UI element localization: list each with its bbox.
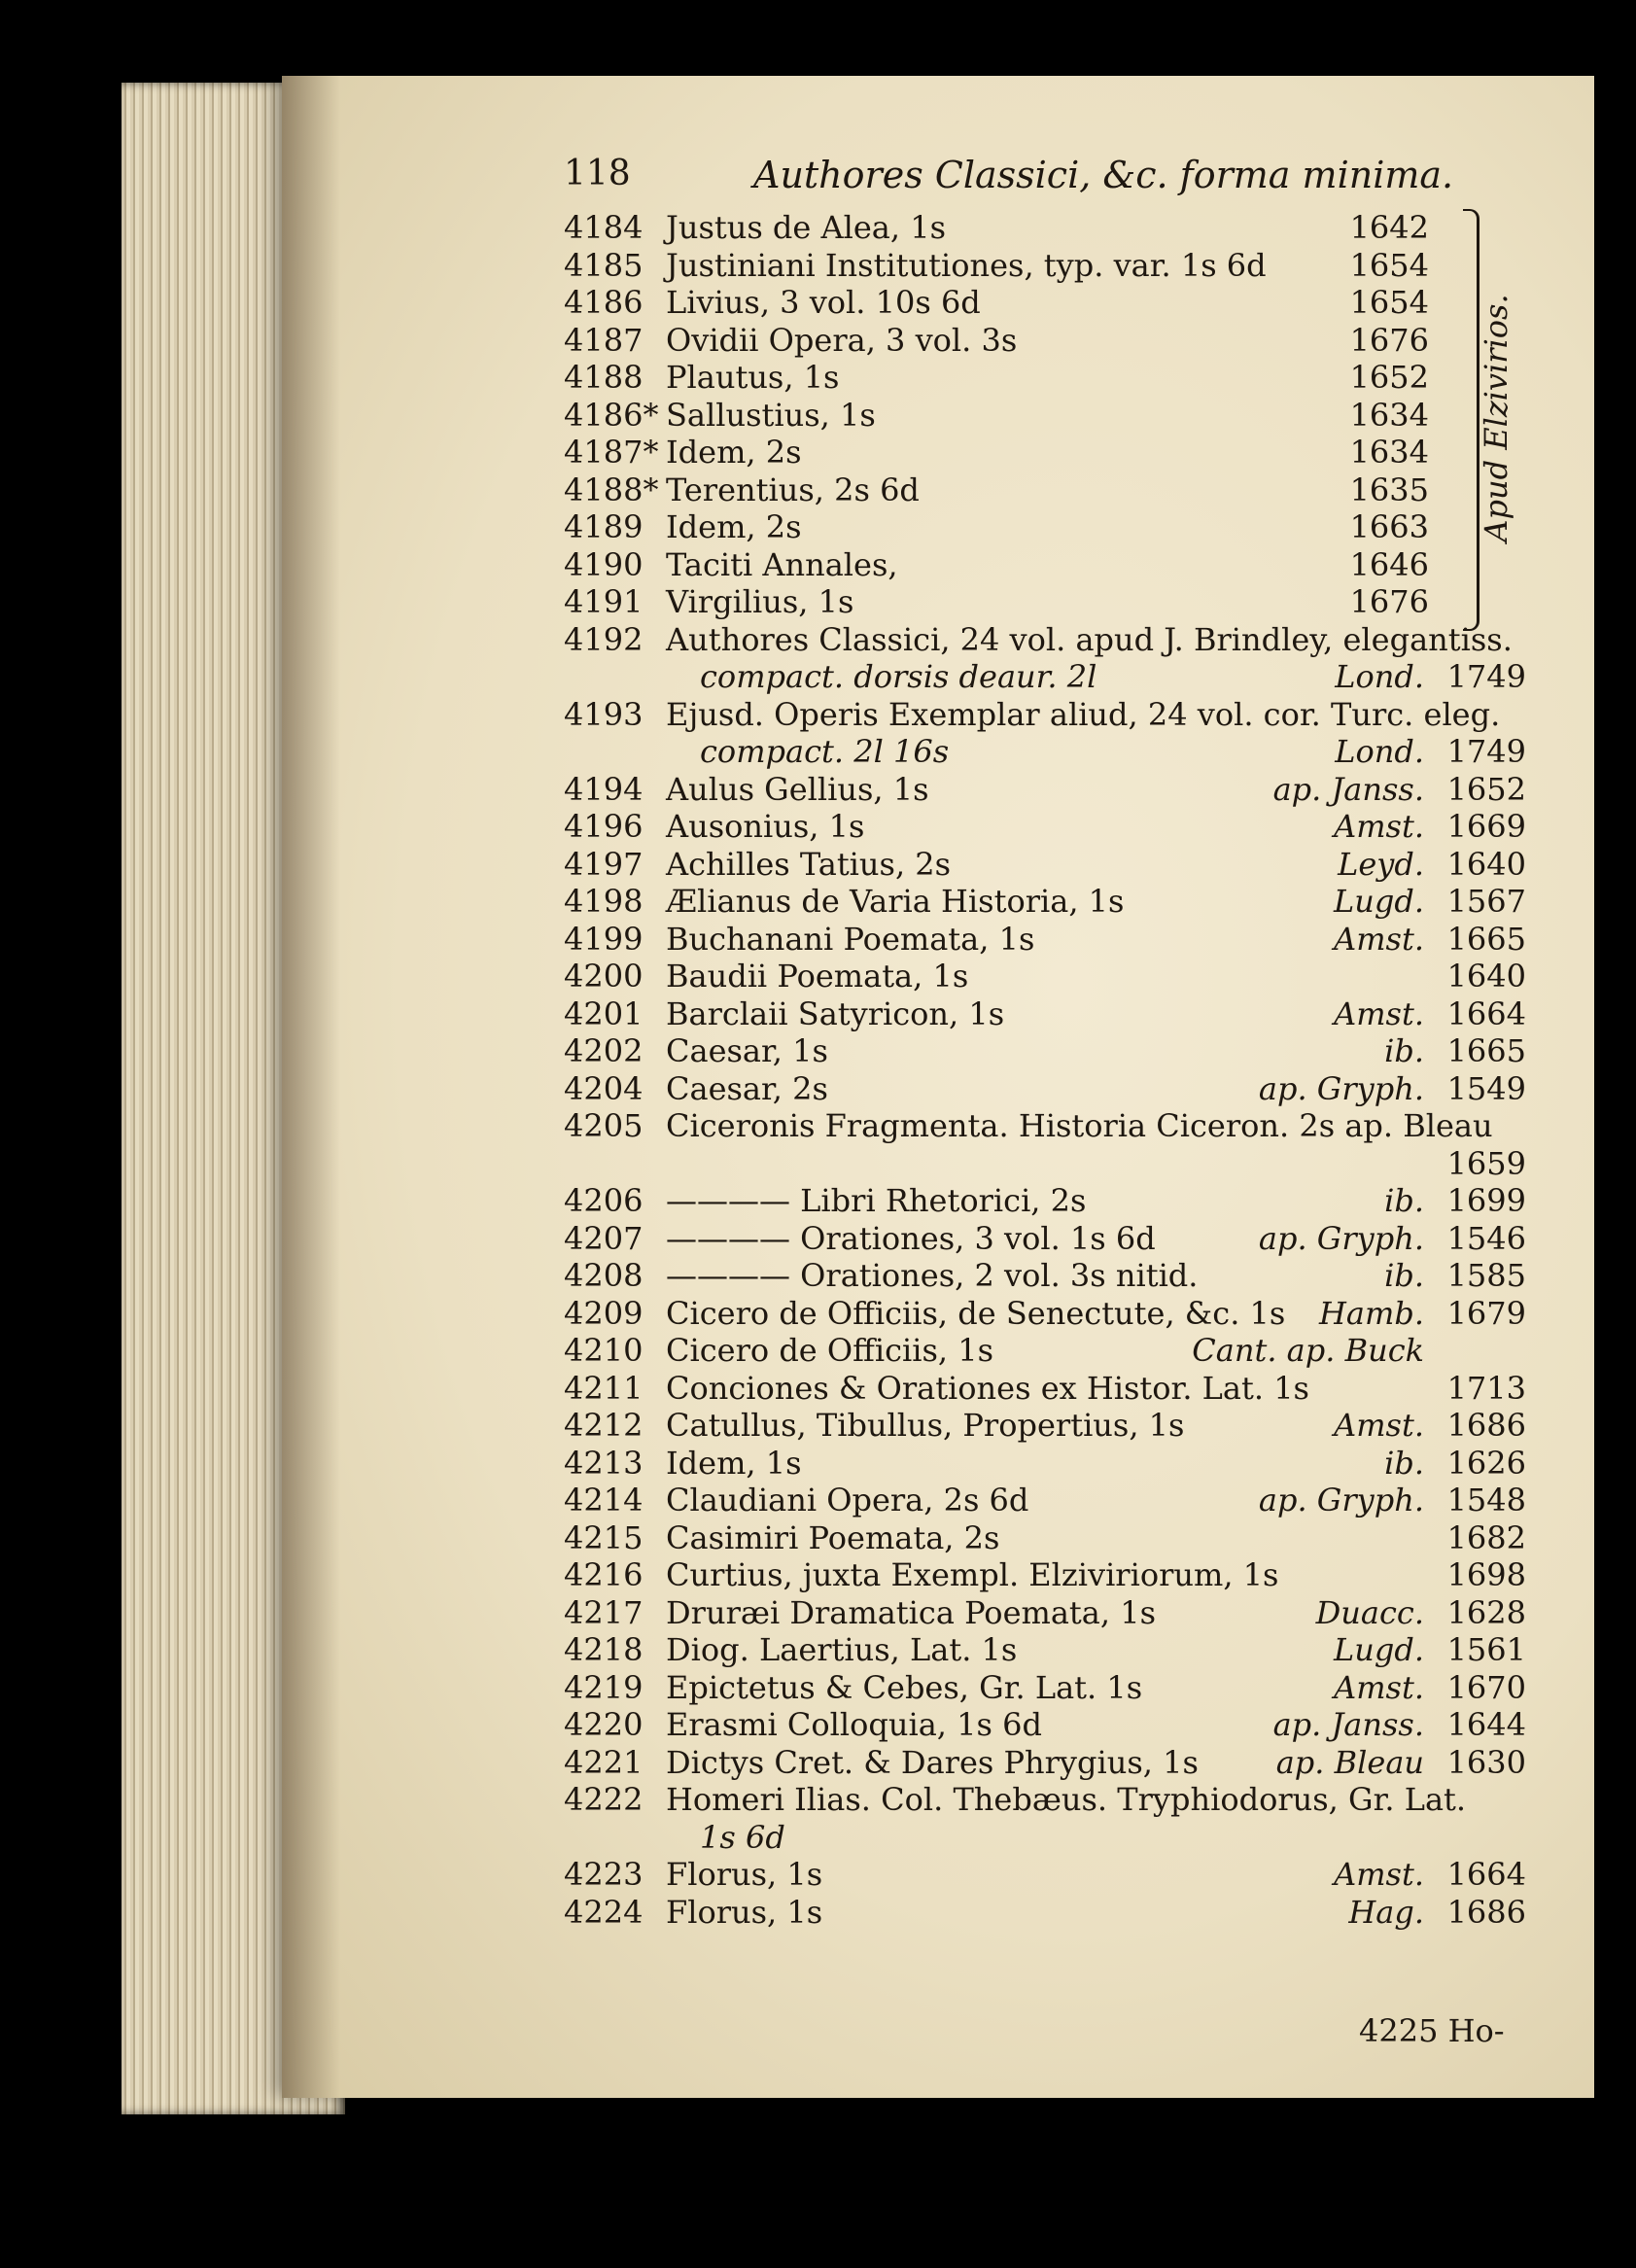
- entry-number: 4202: [564, 1032, 644, 1069]
- catalogue-entry: [564, 1145, 1526, 1183]
- entry-title: compact. 2l 16s: [700, 733, 950, 770]
- entry-year: 1630: [1446, 1743, 1526, 1781]
- entry-number: 4206: [564, 1182, 644, 1219]
- catalogue-entry: [564, 1631, 1526, 1669]
- entry-number: 4185: [564, 246, 644, 284]
- catalogue-entry: [564, 1107, 1526, 1145]
- catalogue-entry: [564, 1257, 1526, 1295]
- catalogue-entry: [564, 696, 1526, 734]
- catalogue-entry: [564, 1856, 1526, 1894]
- entry-year: 1546: [1446, 1219, 1526, 1257]
- entry-title: Justus de Alea, 1s: [666, 209, 946, 246]
- entry-place: ap. Gryph.: [1258, 1069, 1424, 1107]
- entry-number: 4211: [564, 1369, 644, 1407]
- entry-number: 4187: [564, 321, 644, 359]
- entry-title: Casimiri Poemata, 2s: [666, 1518, 1000, 1556]
- entry-number: 4198: [564, 883, 644, 920]
- entry-title: Terentius, 2s 6d: [666, 471, 920, 508]
- entry-title: Catullus, Tibullus, Propertius, 1s: [666, 1407, 1185, 1444]
- entry-title: Conciones & Orationes ex Histor. Lat. 1s: [666, 1369, 1309, 1407]
- entry-year: 1654: [1349, 246, 1429, 284]
- entry-number: 4214: [564, 1482, 644, 1518]
- entry-year: 1585: [1446, 1257, 1526, 1294]
- entry-number: 4188: [564, 359, 644, 396]
- entry-year: 1640: [1446, 958, 1526, 994]
- entry-year: 1628: [1446, 1593, 1526, 1631]
- entry-number: 4219: [564, 1668, 644, 1706]
- entry-title: Druræi Dramatica Poemata, 1s: [666, 1593, 1156, 1631]
- entry-title: ———— Orationes, 2 vol. 3s nitid.: [666, 1257, 1199, 1294]
- entry-place: ib.: [1384, 1182, 1424, 1219]
- catalogue-entry: [564, 1220, 1526, 1258]
- entry-year: 1652: [1349, 359, 1429, 396]
- entry-year: 1749: [1446, 733, 1526, 770]
- entry-title: Aulus Gellius, 1s: [666, 770, 929, 808]
- catalogue-entry: [564, 733, 1526, 771]
- entry-place: ap. Bleau: [1275, 1743, 1424, 1781]
- entry-number: 4220: [564, 1706, 644, 1743]
- entry-place: ap. Gryph.: [1258, 1482, 1424, 1518]
- entry-place: Amst.: [1334, 1407, 1424, 1444]
- catalogue-entry: [564, 621, 1526, 659]
- catalogue-entry: [564, 471, 1526, 509]
- entry-number: 4210: [564, 1332, 644, 1369]
- catalogue-entry: [564, 846, 1526, 884]
- entry-title: Florus, 1s: [666, 1893, 823, 1931]
- entry-place: Lugd.: [1334, 1631, 1424, 1668]
- entry-number: 4217: [564, 1593, 644, 1631]
- entry-year: 1640: [1446, 845, 1526, 883]
- entry-title: Homeri Ilias. Col. Thebæus. Tryphiodorus, Gr. Lat.: [666, 1781, 1467, 1818]
- catalogue-entry: [564, 1594, 1526, 1632]
- entry-number: 4207: [564, 1219, 644, 1257]
- elzevir-label: Apud Elzivirios.: [1478, 294, 1514, 542]
- entry-number: 4193: [564, 695, 644, 733]
- entry-title: compact. dorsis deaur. 2l: [700, 658, 1097, 695]
- entry-year: 1699: [1446, 1182, 1526, 1219]
- entry-year: 1664: [1446, 994, 1526, 1032]
- catalogue-entry: [564, 1182, 1526, 1220]
- entry-number: 4212: [564, 1407, 644, 1444]
- entry-title: Plautus, 1s: [666, 359, 840, 396]
- catalogue-entry: [564, 1519, 1526, 1557]
- entry-title: Justiniani Institutiones, typ. var. 1s 6d: [666, 246, 1267, 284]
- entry-year: 1635: [1349, 471, 1429, 508]
- catalogue-entry: [564, 247, 1526, 285]
- entry-number: 4223: [564, 1856, 644, 1893]
- entry-number: 4209: [564, 1294, 644, 1332]
- catalogue-entry: [564, 1332, 1526, 1370]
- entry-place: Amst.: [1334, 1668, 1424, 1706]
- entry-title: Idem, 2s: [666, 508, 802, 545]
- entry-number: 4191: [564, 583, 644, 620]
- catalogue-entry: [564, 1556, 1526, 1594]
- catalogue-entry: [564, 883, 1526, 921]
- catalogue-entry: [564, 1706, 1526, 1744]
- entry-year: 1634: [1349, 396, 1429, 434]
- entry-title: Epictetus & Cebes, Gr. Lat. 1s: [666, 1668, 1143, 1706]
- catalogue-entry: [564, 1744, 1526, 1782]
- entry-place: ib.: [1384, 1257, 1424, 1294]
- entry-year: 1549: [1446, 1069, 1526, 1107]
- entry-place: Lond.: [1335, 733, 1424, 770]
- entry-number: 4205: [564, 1107, 644, 1144]
- entry-year: 1670: [1446, 1668, 1526, 1706]
- entry-number: 4201: [564, 994, 644, 1032]
- entry-year: 1654: [1349, 284, 1429, 321]
- catalogue-entry: [564, 434, 1526, 471]
- page-number: 118: [564, 154, 631, 193]
- entry-place: Cant. ap. Buck: [1192, 1332, 1424, 1369]
- entry-year: 1664: [1446, 1856, 1526, 1893]
- entry-place: Amst.: [1334, 920, 1424, 958]
- entry-number: 4188*: [564, 471, 659, 508]
- entry-number: 4186: [564, 284, 644, 321]
- entry-number: 4208: [564, 1257, 644, 1294]
- entry-year: 1665: [1446, 920, 1526, 958]
- entry-title: Idem, 1s: [666, 1444, 802, 1482]
- catalogue-entry: [564, 209, 1526, 247]
- entry-year: 1567: [1446, 883, 1526, 920]
- entry-number: 4186*: [564, 396, 659, 434]
- entry-place: Hamb.: [1319, 1294, 1424, 1332]
- entry-year: 1646: [1349, 545, 1429, 583]
- entry-number: 4224: [564, 1893, 644, 1931]
- entry-title: ———— Libri Rhetorici, 2s: [666, 1182, 1087, 1219]
- entry-year: 1659: [1446, 1144, 1526, 1182]
- catalogue-entry: [564, 1070, 1526, 1108]
- catalogue-entries: [564, 209, 1526, 1931]
- catalogue-entry: [564, 1032, 1526, 1070]
- entry-title: Florus, 1s: [666, 1856, 823, 1893]
- catalogue-entry: [564, 958, 1526, 995]
- entry-year: 1676: [1349, 321, 1429, 359]
- entry-year: 1669: [1446, 808, 1526, 845]
- entry-number: 4218: [564, 1631, 644, 1668]
- entry-year: 1663: [1349, 508, 1429, 545]
- entry-number: 4199: [564, 920, 644, 958]
- entry-number: 4190: [564, 545, 644, 583]
- entry-year: 1665: [1446, 1032, 1526, 1069]
- catalogue-entry: [564, 1370, 1526, 1408]
- entry-year: 1686: [1446, 1407, 1526, 1444]
- catalogue-entry: [564, 397, 1526, 435]
- entry-title: Erasmi Colloquia, 1s 6d: [666, 1706, 1042, 1743]
- entry-title: Diog. Laertius, Lat. 1s: [666, 1631, 1018, 1668]
- entry-number: 4196: [564, 808, 644, 845]
- entry-place: Duacc.: [1315, 1593, 1424, 1631]
- entry-number: 4216: [564, 1556, 644, 1593]
- catalogue-entry: [564, 322, 1526, 360]
- entry-title: Ausonius, 1s: [666, 808, 865, 845]
- entry-place: Lugd.: [1334, 883, 1424, 920]
- entry-year: 1749: [1446, 658, 1526, 695]
- entry-place: ap. Gryph.: [1258, 1219, 1424, 1257]
- entry-number: 4187*: [564, 434, 659, 471]
- entry-title: 1s 6d: [700, 1818, 785, 1856]
- entry-year: 1713: [1446, 1369, 1526, 1407]
- entry-number: 4204: [564, 1069, 644, 1107]
- entry-title: Idem, 2s: [666, 434, 802, 471]
- entry-title: Ciceronis Fragmenta. Historia Ciceron. 2s ap. Bleau: [666, 1107, 1493, 1144]
- entry-number: 4221: [564, 1743, 644, 1781]
- entry-place: Amst.: [1334, 1856, 1424, 1893]
- entry-title: Achilles Tatius, 2s: [666, 845, 952, 883]
- page-title: Authores Classici, &c. forma minima.: [753, 154, 1454, 196]
- catalogue-entry: [564, 658, 1526, 696]
- entry-title: ———— Orationes, 3 vol. 1s 6d: [666, 1219, 1156, 1257]
- entry-year: 1561: [1446, 1631, 1526, 1668]
- entry-title: Cicero de Officiis, de Senectute, &c. 1s: [666, 1294, 1286, 1332]
- entry-title: Caesar, 2s: [666, 1069, 828, 1107]
- entry-title: Dictys Cret. & Dares Phrygius, 1s: [666, 1743, 1199, 1781]
- entry-place: ap. Janss.: [1272, 770, 1424, 808]
- catalogue-entry: [564, 1669, 1526, 1707]
- catalogue-entry: [564, 1445, 1526, 1483]
- catalogue-entry: [564, 771, 1526, 809]
- entry-title: Cicero de Officiis, 1s: [666, 1332, 994, 1369]
- catalogue-entry: [564, 808, 1526, 846]
- entry-year: 1644: [1446, 1706, 1526, 1743]
- entry-title: Barclaii Satyricon, 1s: [666, 994, 1005, 1032]
- catalogue-entry: [564, 1894, 1526, 1932]
- entry-title: Ejusd. Operis Exemplar aliud, 24 vol. cor. Turc. eleg.: [666, 695, 1501, 733]
- entry-place: ib.: [1384, 1444, 1424, 1482]
- catalogue-entry: [564, 921, 1526, 959]
- entry-place: Amst.: [1334, 808, 1424, 845]
- entry-year: 1652: [1446, 770, 1526, 808]
- entry-number: 4194: [564, 770, 644, 808]
- entry-number: 4200: [564, 958, 644, 994]
- catalogue-entry: [564, 1482, 1526, 1519]
- entry-year: 1548: [1446, 1482, 1526, 1518]
- entry-year: 1698: [1446, 1556, 1526, 1593]
- running-head: [564, 154, 1454, 202]
- catalogue-entry: [564, 583, 1526, 621]
- entry-title: Curtius, juxta Exempl. Elziviriorum, 1s: [666, 1556, 1279, 1593]
- entry-number: 4215: [564, 1518, 644, 1556]
- entry-year: 1679: [1446, 1294, 1526, 1332]
- catalogue-entry: [564, 995, 1526, 1033]
- entry-title: Taciti Annales,: [666, 545, 898, 583]
- entry-title: Virgilius, 1s: [666, 583, 854, 620]
- spine-shadow: [282, 76, 340, 2098]
- entry-place: ib.: [1384, 1032, 1424, 1069]
- catalogue-entry: [564, 1295, 1526, 1333]
- entry-number: 4192: [564, 620, 644, 658]
- entry-title: Baudii Poemata, 1s: [666, 958, 969, 994]
- entry-year: 1634: [1349, 434, 1429, 471]
- entry-number: 4213: [564, 1444, 644, 1482]
- entry-year: 1676: [1349, 583, 1429, 620]
- entry-year: 1642: [1349, 209, 1429, 246]
- entry-title: Buchanani Poemata, 1s: [666, 920, 1035, 958]
- entry-title: Livius, 3 vol. 10s 6d: [666, 284, 981, 321]
- catalogue-entry: [564, 1819, 1526, 1857]
- catchword: 4225 Ho-: [1359, 2012, 1505, 2049]
- entry-title: Ælianus de Varia Historia, 1s: [666, 883, 1125, 920]
- entry-year: 1682: [1446, 1518, 1526, 1556]
- catalogue-entry: [564, 1781, 1526, 1819]
- entry-number: 4197: [564, 845, 644, 883]
- entry-place: Amst.: [1334, 994, 1424, 1032]
- entry-place: Hag.: [1348, 1893, 1424, 1931]
- catalogue-entry: [564, 284, 1526, 322]
- catalogue-entry: [564, 359, 1526, 397]
- entry-title: Sallustius, 1s: [666, 396, 876, 434]
- entry-number: 4184: [564, 209, 644, 246]
- entry-number: 4222: [564, 1781, 644, 1818]
- entry-title: Ovidii Opera, 3 vol. 3s: [666, 321, 1018, 359]
- entry-number: 4189: [564, 508, 644, 545]
- catalogue-entry: [564, 1407, 1526, 1445]
- entry-title: Caesar, 1s: [666, 1032, 828, 1069]
- entry-place: ap. Janss.: [1272, 1706, 1424, 1743]
- entry-year: 1686: [1446, 1893, 1526, 1931]
- entry-year: 1626: [1446, 1444, 1526, 1482]
- entry-title: Claudiani Opera, 2s 6d: [666, 1482, 1029, 1518]
- catalogue-entry: [564, 546, 1526, 584]
- entry-title: Authores Classici, 24 vol. apud J. Brindley, elegantiss.: [666, 620, 1513, 658]
- catalogue-entry: [564, 508, 1526, 546]
- entry-place: Leyd.: [1338, 845, 1424, 883]
- entry-place: Lond.: [1335, 658, 1424, 695]
